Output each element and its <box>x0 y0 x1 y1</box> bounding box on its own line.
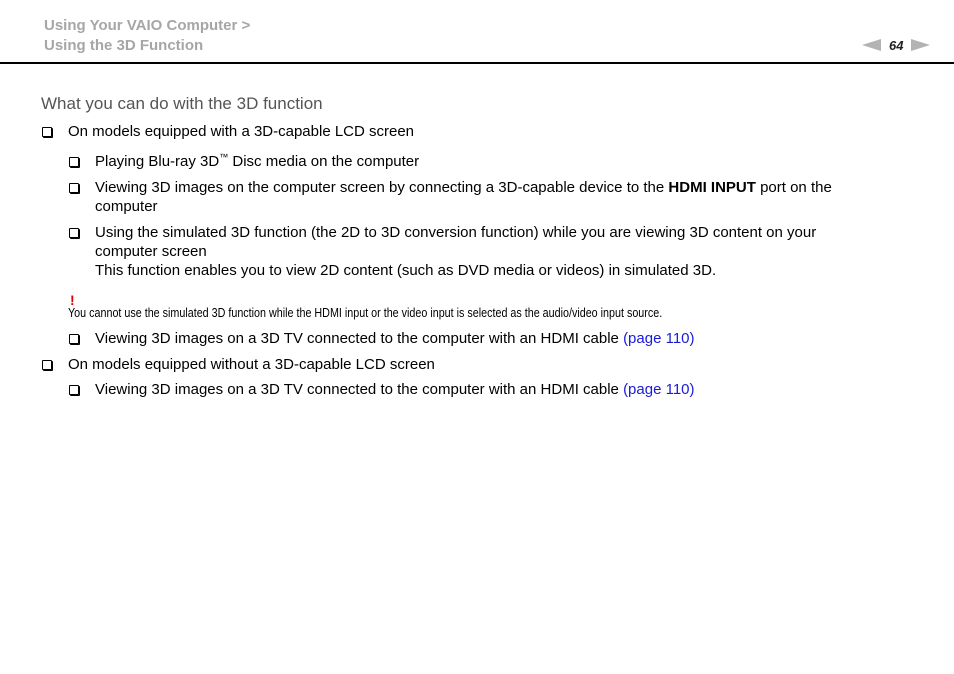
list-item-bluray <box>95 152 419 171</box>
3d-tv-text: Viewing 3D images on a 3D TV connected to the computer with an HDMI cable <box>95 330 624 347</box>
simulated-3d-line1: Using the simulated 3D function (the 2D to 3D conversion function) while you are viewing 3D content on your <box>95 224 817 241</box>
list-item-hdmi-input <box>95 178 895 216</box>
page-110-link[interactable]: (page 110) <box>623 330 695 347</box>
warning-note: You cannot use the simulated 3D function while the HDMI input or the video input is selected as the audio/video input source. <box>68 306 663 320</box>
breadcrumb-chapter[interactable]: Using Your VAIO Computer > <box>44 17 251 34</box>
breadcrumb-section[interactable]: Using the 3D Function <box>44 37 204 54</box>
list-item-3d-tv-no-lcd <box>95 380 695 399</box>
list-item-3d-tv <box>95 329 695 348</box>
checkbox-bullet-icon <box>69 183 79 193</box>
simulated-3d-description: This function enables you to view 2D content (such as DVD media or videos) in simulated 3D. <box>95 262 717 279</box>
page-number: 64 <box>889 37 904 53</box>
bluray-text-end: Disc media on the computer <box>228 153 420 170</box>
header-divider <box>0 62 954 64</box>
page-header <box>0 0 954 64</box>
page-navigator <box>862 37 930 53</box>
trademark-symbol: ™ <box>219 152 229 162</box>
hdmi-input-port-label: HDMI INPUT <box>668 179 756 196</box>
checkbox-bullet-icon <box>42 127 52 137</box>
checkbox-bullet-icon <box>42 360 52 370</box>
section-title: What you can do with the 3D function <box>41 94 323 113</box>
next-page-icon[interactable] <box>911 39 930 51</box>
hdmi-text: Viewing 3D images on the computer screen by connecting a 3D-capable device to the <box>95 179 669 196</box>
simulated-3d-line2: computer screen <box>95 243 207 260</box>
hdmi-text-line2: computer <box>95 198 158 215</box>
hdmi-text-end: port on the <box>755 179 832 196</box>
checkbox-bullet-icon <box>69 157 79 167</box>
previous-page-icon[interactable] <box>862 39 881 51</box>
list-item-simulated-3d <box>95 223 915 280</box>
3d-tv-text: Viewing 3D images on a 3D TV connected to the computer with an HDMI cable <box>95 381 624 398</box>
warning-icon: ! <box>70 292 75 308</box>
page-110-link[interactable]: (page 110) <box>623 381 695 398</box>
checkbox-bullet-icon <box>69 228 79 238</box>
bluray-text: Playing Blu-ray 3D <box>95 153 220 170</box>
list-item-no-lcd-models: On models equipped without a 3D-capable LCD screen <box>68 356 435 373</box>
checkbox-bullet-icon <box>69 385 79 395</box>
list-item-lcd-models: On models equipped with a 3D-capable LCD screen <box>68 123 415 140</box>
checkbox-bullet-icon <box>69 334 79 344</box>
